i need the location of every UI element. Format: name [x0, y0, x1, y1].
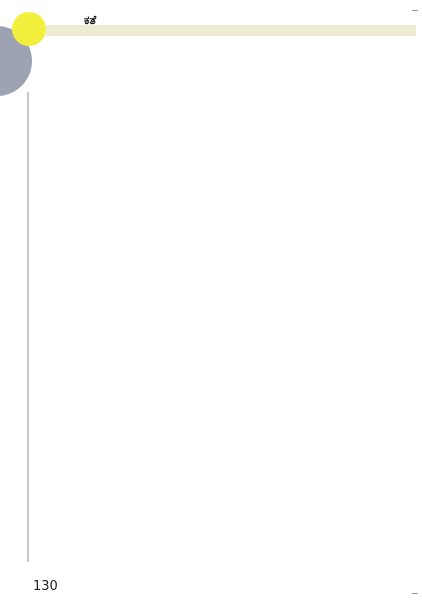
running-header-title: ಕತೆ [84, 13, 97, 27]
page-number: 130 [33, 579, 58, 594]
header-decoration-circle [12, 12, 46, 46]
crop-mark [412, 593, 418, 594]
story-body-text [84, 60, 400, 560]
margin-rule [27, 92, 29, 562]
header-rule [46, 25, 416, 36]
crop-mark [412, 10, 418, 11]
